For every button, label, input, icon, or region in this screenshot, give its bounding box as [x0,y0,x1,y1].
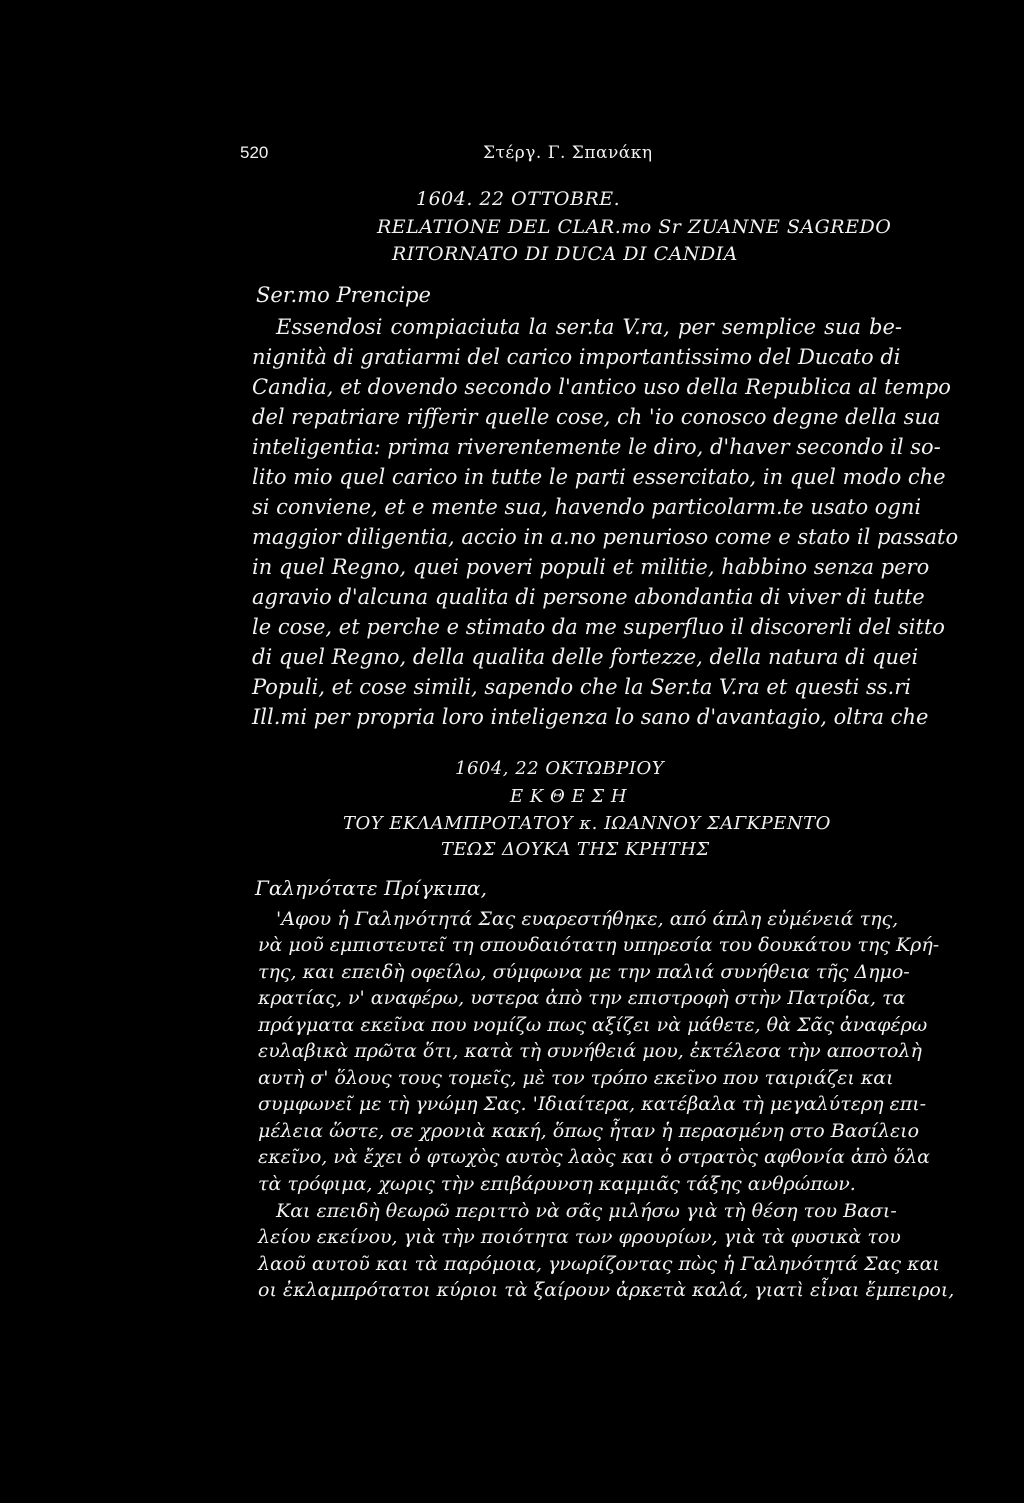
italian-line-12: di quel Regno, della qualita delle fortezze, della natura di quei [252,645,919,669]
greek-line-8: συμφωνεῖ με τὴ γνώμη Σας. 'Ιδιαίτερα, κατέβαλα τὴ μεγαλύτερη επι- [258,1093,927,1115]
greek-line-7: αυτὴ σ' ὅλους τους τομεῖς, μὲ τον τρόπο εκεῖνο που ταιριάζει και [258,1067,894,1089]
italian-line-11: le cose, et perche e stimato da me superfluo il discorerli del sitto [252,615,945,639]
greek-line-9: μέλεια ὥστε, σε χρονιὰ κακή, ὅπως ἦταν ἡ περασμένη στο Βασίλειο [258,1120,920,1142]
greek-line-1: 'Αφου ἡ Γαληνότητά Σας ευαρεστήθηκε, από άπλη εὐμένειά της, [276,908,899,930]
italian-heading-subtitle: RITORNATO DI DUCA DI CANDIA [392,243,738,265]
italian-heading-date: 1604. 22 OTTOBRE. [416,188,621,210]
running-head [240,143,900,167]
greek-line-5: πράγματα εκεῖνα που νομίζω πως αξίζει νὰ μάθετε, θὰ Σᾶς ἀναφέρω [258,1014,928,1036]
greek-line-2: νὰ μοῦ εμπιστευτεῖ τη σπουδαιότατη υπηρεσία του δουκάτου της Κρή- [258,934,940,956]
italian-line-8: maggior diligentia, accio in a.no penurioso come e stato il passato [252,525,959,549]
italian-line-10: agravio d'alcuna qualita di persone abondantia di viver di tutte [252,585,925,609]
greek-heading-date: 1604, 22 ΟΚΤΩΒΡΙΟΥ [455,758,665,779]
page-number: 520 [240,143,269,162]
italian-salutation: Ser.mo Prencipe [256,283,431,307]
italian-line-14: Ill.mi per propria loro inteligenza lo sano d'avantagio, oltra che [252,705,929,729]
italian-line-7: si conviene, et e mente sua, havendo particolarm.te usato ogni [252,495,922,519]
greek-heading-title: Ε Κ Θ Ε Σ Η [510,786,628,807]
running-head-author: Στέργ. Γ. Σπανάκη [483,143,653,163]
greek-line-14: λαοῦ αυτοῦ και τὰ παρόμοια, γνωρίζοντας πὼς ἡ Γαληνότητά Σας και [258,1253,940,1275]
italian-line-3: Candia, et dovendo secondo l'antico uso della Republica al tempo [252,375,951,399]
italian-line-6: lito mio quel carico in tutte le parti essercitato, in quel modo che [252,465,946,489]
greek-line-12: Και επειδὴ θεωρῶ περιττὸ νὰ σᾶς μιλήσω γιὰ τὴ θέση του Βασι- [276,1200,897,1222]
greek-line-4: κρατίας, ν' αναφέρω, υστερα ἀπὸ την επιστροφὴ στὴν Πατρίδα, τα [258,987,906,1009]
greek-line-11: τὰ τρόφιμα, χωρις τὴν επιβάρυνση καμμιᾶς τάξης ανθρώπων. [258,1173,856,1195]
italian-line-9: in quel Regno, quei poveri populi et militie, habbino senza pero [252,555,930,579]
greek-salutation: Γαληνότατε Πρίγκιπα, [255,876,487,900]
italian-line-4: del repatriare rifferir quelle cose, ch 'io conosco degne della sua [252,405,941,429]
greek-line-10: εκεῖνο, νὰ ἔχει ὁ φτωχὸς αυτὸς λαὸς και ὁ στρατὸς αφθονία ἀπὸ ὅλα [258,1146,930,1168]
italian-line-1: Essendosi compiaciuta la ser.ta V.ra, per semplice sua be- [276,315,902,339]
italian-heading-title: RELATIONE DEL CLAR.mo Sr ZUANNE SAGREDO [377,216,892,238]
greek-heading-subtitle: ΤΟΥ ΕΚΛΑΜΠΡΟΤΑΤΟΥ κ. ΙΩΑΝΝΟΥ ΣΑΓΚΡΕΝΤΟ [343,813,831,834]
greek-line-15: οι ἐκλαμπρότατοι κύριοι τὰ ξαίρουν ἀρκετὰ καλά, γιατὶ εἶναι ἔμπειροι, [258,1279,955,1301]
italian-line-13: Populi, et cose simili, sapendo che la Ser.ta V.ra et questi ss.ri [252,675,911,699]
italian-line-5: inteligentia: prima riverentemente le diro, d'haver secondo il so- [252,435,941,459]
greek-line-6: ευλαβικὰ πρῶτα ὅτι, κατὰ τὴ συνήθειά μου, ἐκτέλεσα τὴν αποστολὴ [258,1040,922,1062]
greek-line-13: λείου εκείνου, γιὰ τὴν ποιότητα των φρουρίων, γιὰ τὰ φυσικὰ του [258,1226,901,1248]
italian-line-2: nignità di gratiarmi del carico importantissimo del Ducato di [252,345,901,369]
greek-heading-office: ΤΕΩΣ ΔΟΥΚΑ ΤΗΣ ΚΡΗΤΗΣ [441,839,710,860]
greek-line-3: της, και επειδὴ οφείλω, σύμφωνα με την παλιά συνήθεια τῆς Δημο- [258,961,910,983]
